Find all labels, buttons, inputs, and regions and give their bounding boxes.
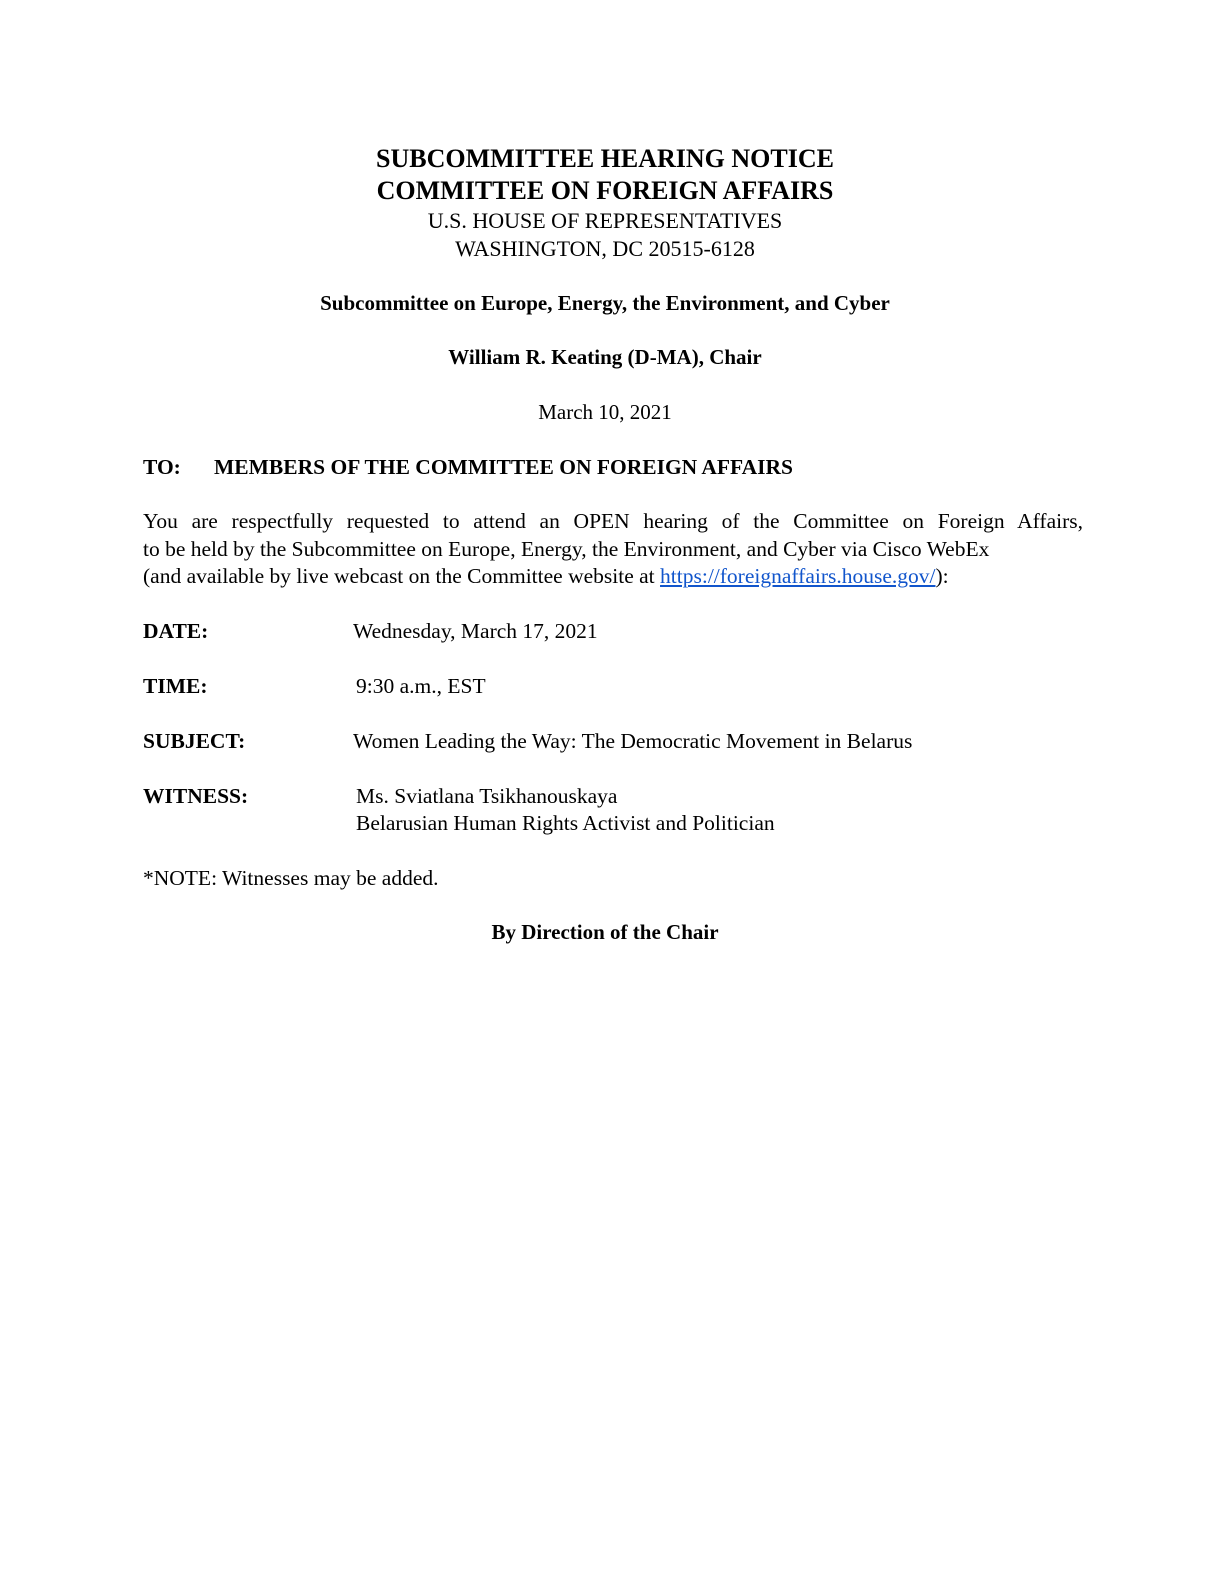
time-label: TIME:: [143, 674, 208, 698]
body-line-3-suffix: ):: [935, 564, 949, 588]
date-value: Wednesday, March 17, 2021: [353, 619, 598, 643]
body-line-1: You are respectfully requested to attend an OPEN hearing of the Committee on Foreign Affairs,: [143, 509, 1083, 533]
body-line-3: [143, 563, 1083, 591]
chair-name: William R. Keating (D-MA), Chair: [448, 345, 762, 369]
subcommittee-name: Subcommittee on Europe, Energy, the Environment, and Cyber: [320, 291, 890, 315]
address: WASHINGTON, DC 20515-6128: [455, 236, 755, 261]
house-name: U.S. HOUSE OF REPRESENTATIVES: [427, 208, 783, 233]
notice-date: March 10, 2021: [538, 400, 672, 424]
to-label: TO:: [143, 455, 181, 479]
witness-name: Ms. Sviatlana Tsikhanouskaya: [356, 784, 618, 808]
body-line-2: to be held by the Subcommittee on Europe, Energy, the Environment, and Cyber via Cisco WebEx: [143, 536, 990, 561]
committee-website-link[interactable]: https://foreignaffairs.house.gov/: [660, 564, 936, 588]
committee-title: COMMITTEE ON FOREIGN AFFAIRS: [376, 176, 834, 205]
witness-title: Belarusian Human Rights Activist and Politician: [356, 811, 775, 835]
subject-label: SUBJECT:: [143, 729, 246, 753]
note: *NOTE: Witnesses may be added.: [143, 866, 439, 890]
closing-signature: By Direction of the Chair: [491, 920, 719, 944]
time-value: 9:30 a.m., EST: [356, 674, 486, 698]
notice-title: SUBCOMMITTEE HEARING NOTICE: [376, 144, 834, 173]
to-recipients: MEMBERS OF THE COMMITTEE ON FOREIGN AFFAIRS: [214, 455, 793, 479]
body-paragraph: [143, 508, 1083, 591]
subject-value: Women Leading the Way: The Democratic Movement in Belarus: [353, 729, 913, 753]
witness-label: WITNESS:: [143, 784, 249, 808]
date-label: DATE:: [143, 619, 209, 643]
body-line-3-prefix: (and available by live webcast on the Committee website at: [143, 564, 661, 588]
